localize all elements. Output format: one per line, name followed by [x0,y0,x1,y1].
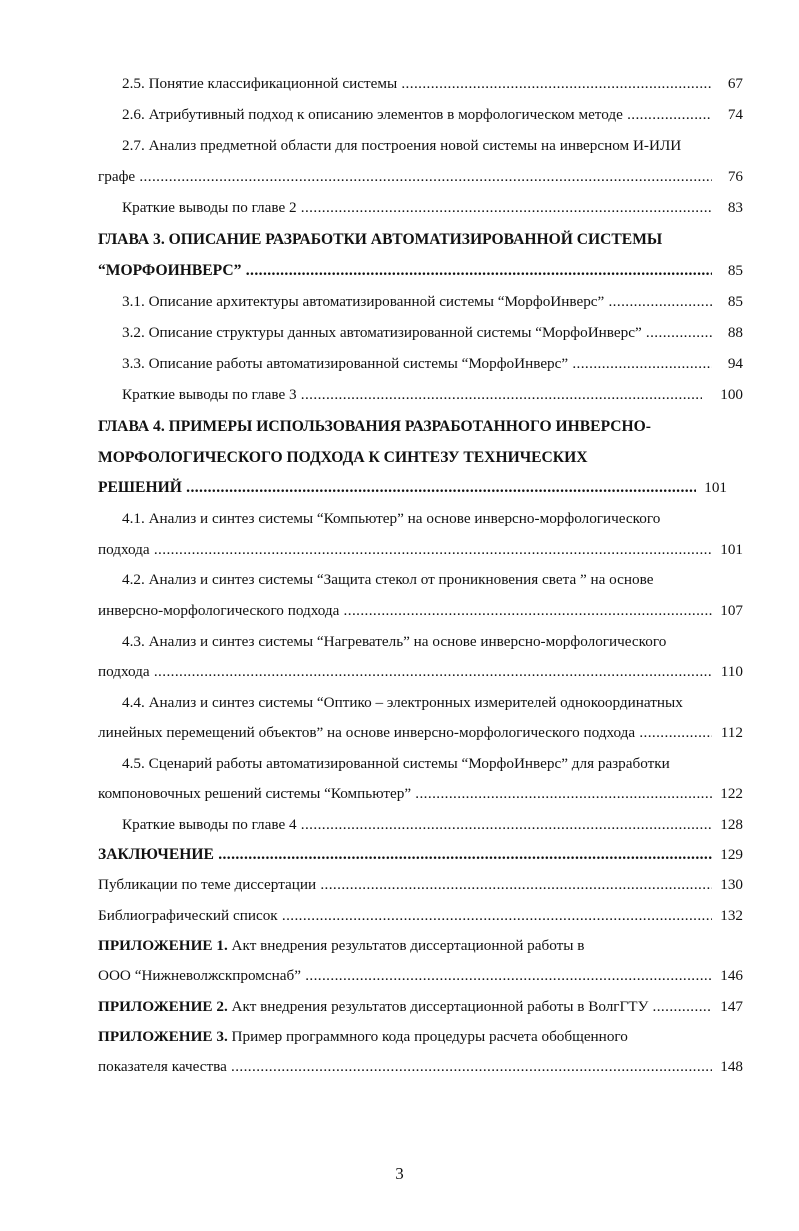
toc-appendix-3-cont[interactable]: показателя качества ..... [98,1053,742,1081]
toc-chapter-4[interactable]: ГЛАВА 4. ПРИМЕРЫ ИСПОЛЬЗОВАНИЯ РАЗРАБОТАННОГО ИНВЕРСНО- [98,418,652,435]
toc-page-number: 85 [712,288,743,316]
toc-entry-2-5[interactable]: 2.5. Понятие классификационной системы ..... [122,70,742,98]
toc-entry-3-2[interactable]: 3.2. Описание структуры данных автоматизированной системы “МорфоИнверс” ..... [122,319,742,347]
toc-appendix-1-cont[interactable]: ООО “Нижневолжскпромснаб” ..... [98,962,742,990]
toc-page-number: 76 [712,163,743,191]
toc-entry-summary-3[interactable]: Краткие выводы по главе 3 ..... [122,381,742,409]
toc-publications[interactable]: Публикации по теме диссертации ..... [98,871,742,899]
toc-page-number: 148 [712,1053,743,1081]
toc-entry-3-1[interactable]: 3.1. Описание архитектуры автоматизированной системы “МорфоИнверс” ..... [122,288,742,316]
toc-entry-4-4-cont[interactable]: линейных перемещений объектов” на основе инверсно-морфологического подхода ..... [98,719,742,747]
toc-page-number: 112 [712,719,743,747]
toc-entry-4-4[interactable]: 4.4. Анализ и синтез системы “Оптико – электронных измерителей однокоординатных [122,694,683,711]
page-number: 3 [395,1164,404,1183]
toc-conclusion[interactable]: ЗАКЛЮЧЕНИЕ ..... [98,841,742,869]
toc-entry-2-6[interactable]: 2.6. Атрибутивный подход к описанию элементов в морфологическом методе ..... [122,101,742,129]
toc-entry-4-5-cont[interactable]: компоновочных решений системы “Компьютер” ..... [98,780,742,808]
toc-entry-4-2[interactable]: 4.2. Анализ и синтез системы “Защита стекол от проникновения света ” на основе [122,571,654,588]
toc-chapter-4-cont2[interactable]: РЕШЕНИЙ ..... [98,474,726,502]
toc-appendix-3[interactable]: ПРИЛОЖЕНИЕ 3. Пример программного кода процедуры расчета обобщенного [98,1028,628,1045]
toc-page-number: 107 [712,597,743,625]
toc-chapter-3[interactable]: ГЛАВА 3. ОПИСАНИЕ РАЗРАБОТКИ АВТОМАТИЗИРОВАННОЙ СИСТЕМЫ [98,231,663,248]
toc-page-number: 88 [712,319,743,347]
toc-chapter-4-cont[interactable]: МОРФОЛОГИЧЕСКОГО ПОДХОДА К СИНТЕЗУ ТЕХНИЧЕСКИХ [98,449,588,466]
toc-entry-4-2-cont[interactable]: инверсно-морфологического подхода ..... [98,597,742,625]
toc-page-number: 101 [712,536,743,564]
toc-entry-4-1[interactable]: 4.1. Анализ и синтез системы “Компьютер” на основе инверсно-морфологического [122,510,661,527]
toc-page-number: 85 [712,257,743,285]
toc-page-number: 132 [712,902,743,930]
toc-page-number: 129 [712,841,743,869]
toc-page-number: 101 [696,474,727,502]
toc-entry-3-3[interactable]: 3.3. Описание работы автоматизированной системы “МорфоИнверс” ..... [122,350,742,378]
toc-bibliography[interactable]: Библиографический список ..... [98,902,742,930]
toc-page-number: 100 [702,381,743,409]
toc-page-number: 146 [712,962,743,990]
toc-page-number: 128 [712,811,743,839]
toc-chapter-3-cont[interactable]: “МОРФОИНВЕРС” ..... [98,257,742,285]
toc-entry-4-1-cont[interactable]: подхода ..... [98,536,742,564]
toc-page-number: 83 [712,194,743,222]
toc-appendix-1[interactable]: ПРИЛОЖЕНИЕ 1. Акт внедрения результатов диссертационной работы в [98,937,585,954]
toc-entry-summary-4[interactable]: Краткие выводы по главе 4 ..... [122,811,742,839]
toc-entry-2-7-cont[interactable]: графе ..... [98,163,742,191]
toc-page-number: 110 [712,658,743,686]
toc-entry-4-3[interactable]: 4.3. Анализ и синтез системы “Нагреватель” на основе инверсно-морфологического [122,633,667,650]
toc-entry-summary-2[interactable]: Краткие выводы по главе 2 ..... [122,194,742,222]
toc-entry-4-5[interactable]: 4.5. Сценарий работы автоматизированной системы “МорфоИнверс” для разработки [122,755,670,772]
toc-entry-2-7[interactable]: 2.7. Анализ предметной области для построения новой системы на инверсном И-ИЛИ [122,137,682,154]
toc-page-number: 122 [712,780,743,808]
toc-page-number: 94 [712,350,743,378]
toc-appendix-2[interactable]: ПРИЛОЖЕНИЕ 2. Акт внедрения результатов диссертационной работы в ВолгГТУ ..... [98,993,742,1021]
toc-page-number: 130 [712,871,743,899]
toc-page-number: 74 [712,101,743,129]
toc-page-number: 147 [712,993,743,1021]
toc-entry-4-3-cont[interactable]: подхода ..... [98,658,742,686]
toc-page-number: 67 [712,70,743,98]
